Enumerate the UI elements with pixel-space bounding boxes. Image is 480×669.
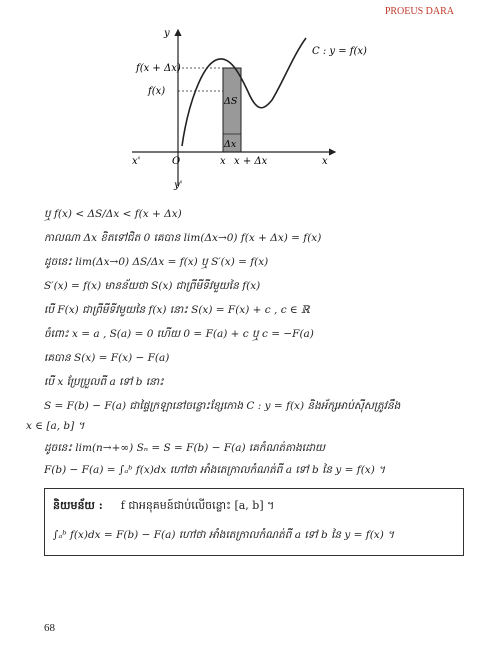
line-9: S = F(b) − F(a) ជាផ្ទៃក្រឡានៅចន្លោះខ្សែកោង C : y = f(x) និងអ័ក្សអាប់ស៊ីសត្រូវនឹង bbox=[44, 400, 401, 412]
delta-x-label: Δx bbox=[224, 139, 237, 150]
fxdx-label: f(x + Δx) bbox=[136, 63, 181, 74]
delta-s-label: ΔS bbox=[224, 96, 238, 107]
author-header: PROEUS DARA bbox=[384, 6, 454, 17]
x-axis-label: x bbox=[322, 156, 328, 167]
definition-title: និយមន័យ : bbox=[53, 499, 103, 512]
line-1: ឬ f(x) < ΔS/Δx < f(x + Δx) bbox=[44, 208, 182, 220]
curve-label: C : y = f(x) bbox=[312, 46, 367, 57]
line-7: គេបាន S(x) = F(x) − F(a) bbox=[44, 352, 170, 364]
origin-label: O bbox=[172, 156, 181, 167]
line-3: ដូចនេះ lim(Δx→0) ΔS/Δx = f(x) ឬ S′(x) = f(x) bbox=[44, 256, 269, 268]
fx-label: f(x) bbox=[148, 86, 166, 97]
definition-line-1 bbox=[53, 499, 274, 515]
y-prime-label: y' bbox=[174, 180, 183, 191]
definition-line-2: ∫ₐᵇ f(x)dx = F(b) − F(a) ហៅថា អាំងតេក្រាលកំណត់ពី a ទៅ b នៃ y = f(x) ។ bbox=[53, 529, 395, 541]
line-11: ដូចនេះ lim(n→+∞) Sₙ = S = F(b) − F(a) គេកំណត់តាងដោយ bbox=[44, 442, 326, 454]
line-8: បើ x ប្រែប្រួលពី a ទៅ b នោះ bbox=[44, 376, 164, 388]
line-12: F(b) − F(a) = ∫ₐᵇ f(x)dx ហៅថា អាំងតេក្រាលកំណត់ពី a ទៅ b នៃ y = f(x) ។ bbox=[44, 464, 386, 476]
line-4: S′(x) = f(x) មានន័យថា S(x) ជាព្រីមីទីវមួយនៃ f(x) bbox=[44, 280, 261, 292]
tick-x-label: x bbox=[220, 156, 226, 167]
page-number: 68 bbox=[44, 622, 55, 634]
line-10: x ∈ [a, b] ។ bbox=[26, 420, 85, 432]
line-6: ចំពោះ x = a , S(a) = 0 ហើយ 0 = F(a) + c ឬ c = −F(a) bbox=[44, 328, 314, 340]
curve-c bbox=[182, 38, 306, 146]
definition-text-1: f ជាអនុគមន៍ជាប់លើចន្លោះ [a, b] ។ bbox=[120, 499, 275, 512]
x-prime-label: x' bbox=[132, 156, 141, 167]
line-5: បើ F(x) ជាព្រីមីទីវមួយនៃ f(x) នោះ S(x) = F(x) + c , c ∈ ℝ bbox=[44, 304, 310, 316]
line-2: កាលណា Δx ខិតទៅជិត 0 គេបាន lim(Δx→0) f(x + Δx) = f(x) bbox=[44, 232, 322, 244]
definition-box bbox=[44, 488, 464, 556]
tick-x-dx-label: x + Δx bbox=[234, 156, 268, 167]
area-function-figure bbox=[130, 24, 367, 199]
y-axis-label: y bbox=[164, 28, 170, 39]
